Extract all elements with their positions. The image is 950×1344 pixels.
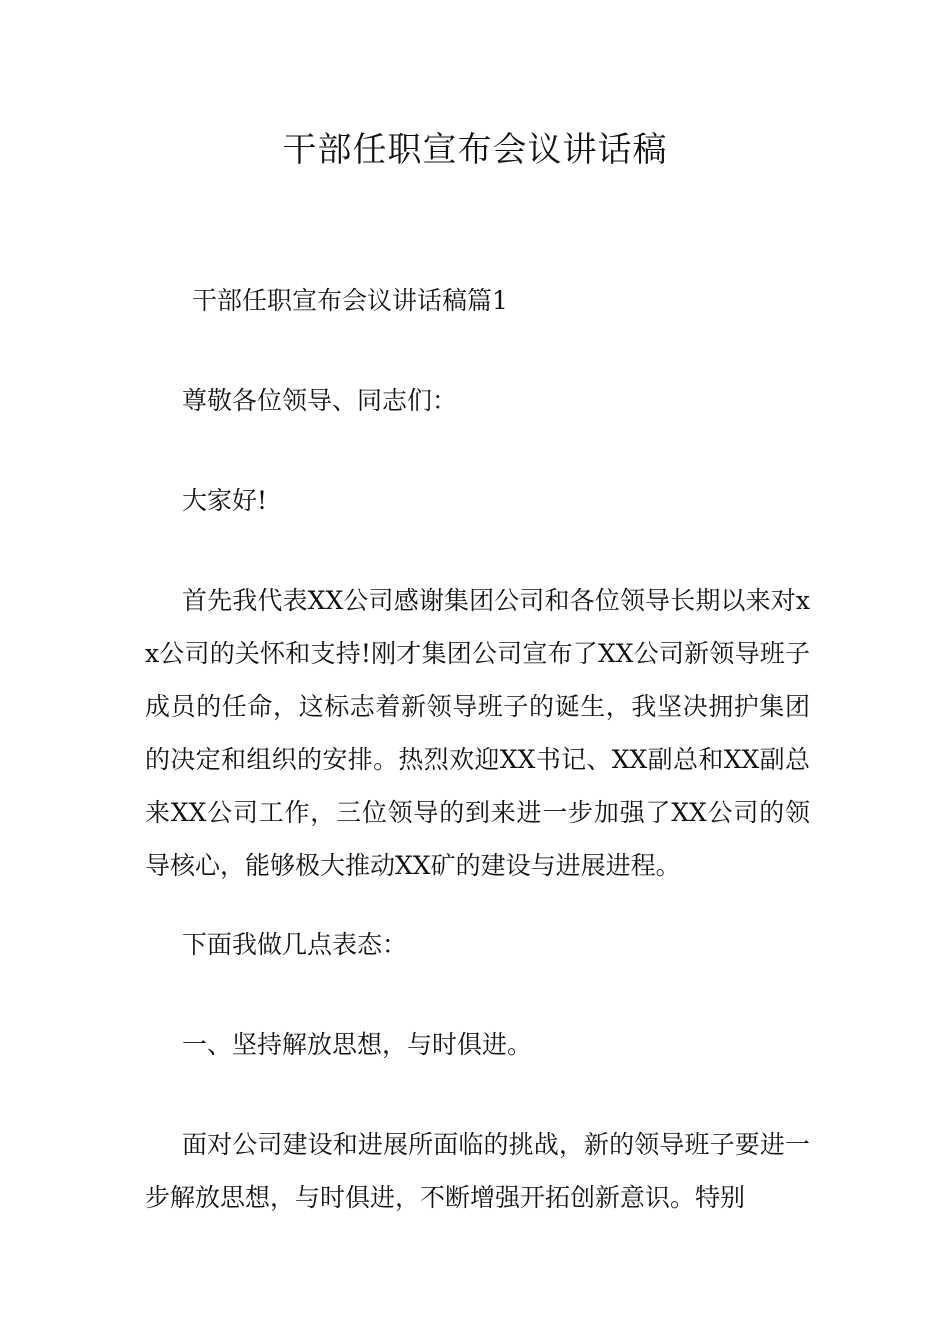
point-one-body: 面对公司建设和进展所面临的挑战，新的领导班子要进一步解放思想，与时俱进，不断增强开拓创新意识。特别 (145, 1130, 810, 1212)
greeting: 大家好! (182, 486, 268, 515)
salutation: 尊敬各位领导、同志们： (182, 386, 458, 415)
intro-paragraph: 首先我代表XX公司感谢集团公司和各位领导长期以来对xx公司的关怀和支持!刚才集团公司宣布了XX公司新领导班子成员的任命，这标志着新领导班子的诞生，我坚决拥护集团的决定和组织的安排。热烈欢迎XX书记、XX副总和XX副总来XX公司工作，三位领导的到来进一步加强了XX公司的领导核心，能够极大推动XX矿的建设与进展进程。 (145, 586, 810, 880)
section-subtitle: 干部任职宣布会议讲话稿篇1 (192, 286, 508, 315)
document-title: 干部任职宣布会议讲话稿 (282, 130, 668, 170)
statement-paragraph: 下面我做几点表态： (182, 930, 408, 959)
point-one-heading: 一、坚持解放思想，与时俱进。 (182, 1030, 533, 1059)
